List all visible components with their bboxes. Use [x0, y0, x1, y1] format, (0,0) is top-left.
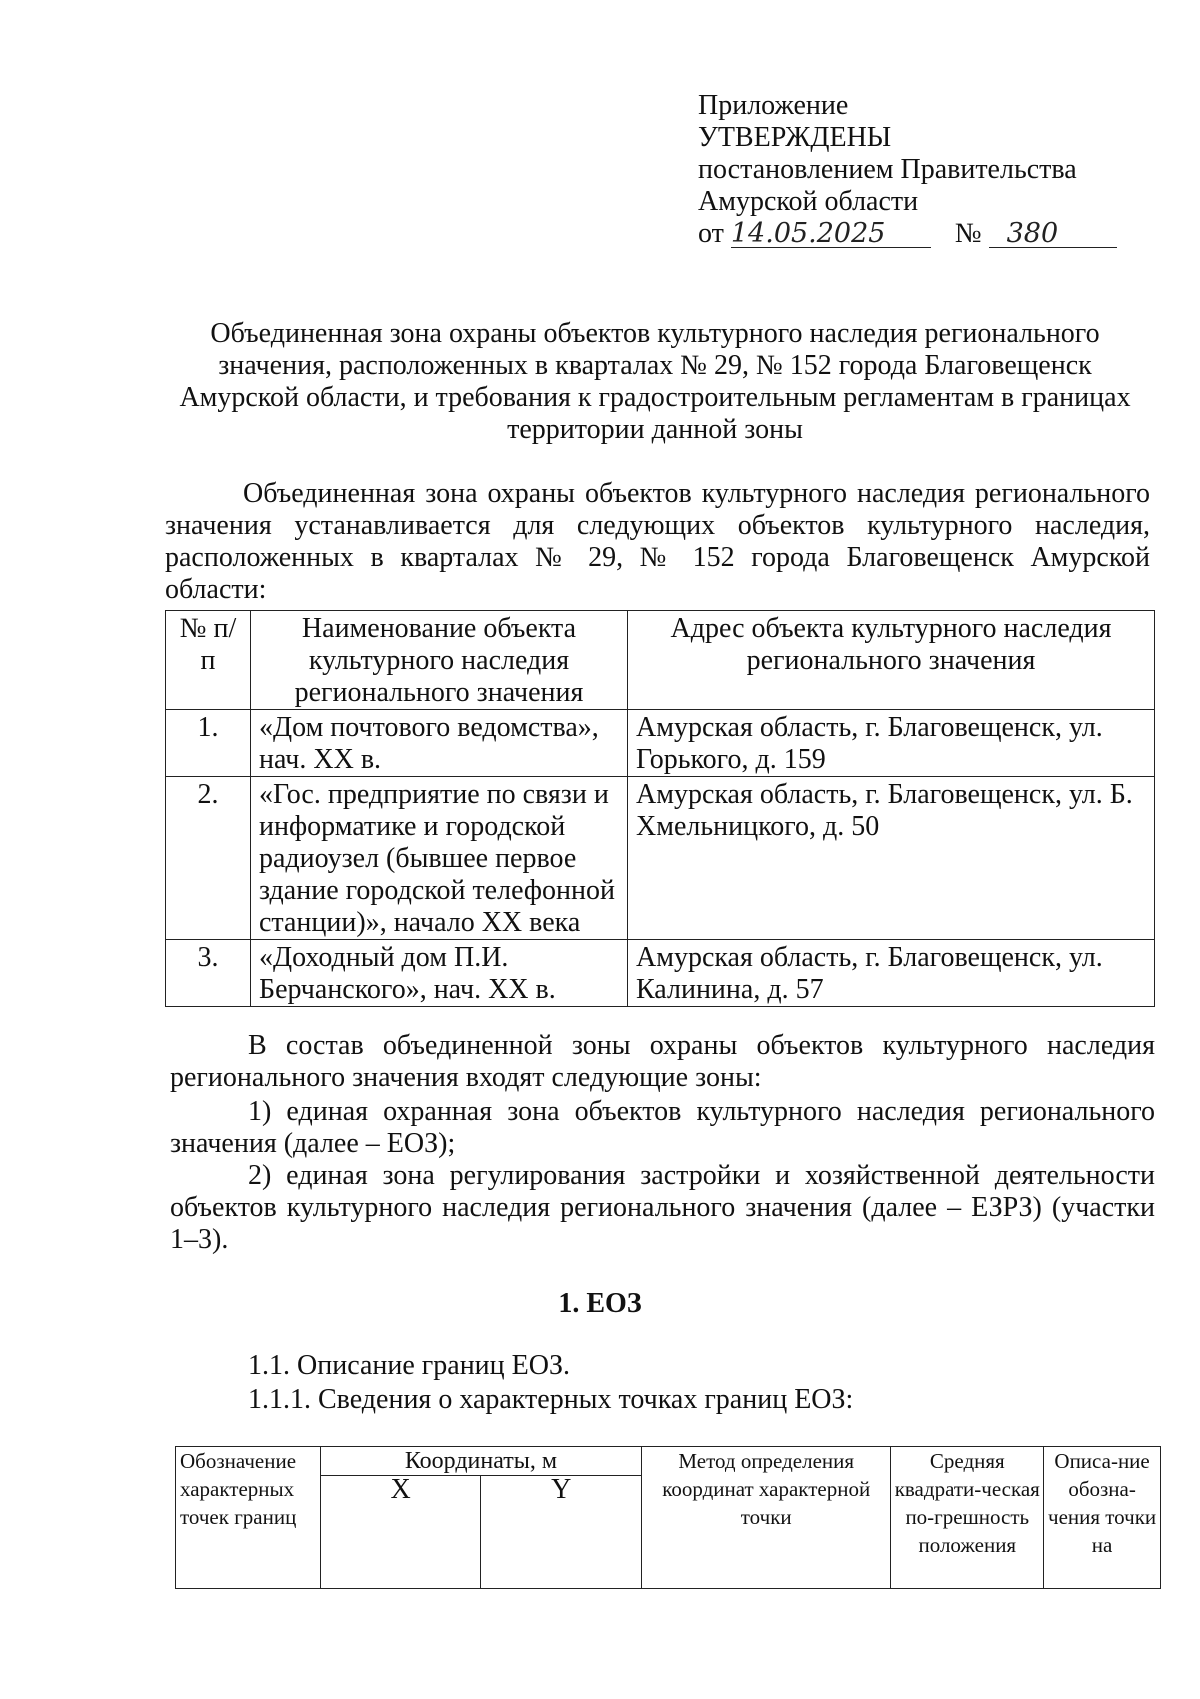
date-prefix: от — [698, 218, 724, 249]
header-address: Адрес объекта культурного наследия регионального значения — [628, 611, 1155, 710]
row-num: 1. — [166, 710, 251, 777]
intro-paragraph — [165, 478, 1150, 606]
composition-lead — [170, 1030, 1155, 1094]
number-prefix: № — [954, 218, 982, 249]
composition-item-1 — [170, 1096, 1155, 1160]
points-header-row — [176, 1447, 1161, 1476]
header-name: Наименование объекта культурного наследия регионального значения — [251, 611, 628, 710]
col-error: Средняя квадрати-ческая по-грешность положения — [891, 1447, 1044, 1589]
objects-table — [165, 610, 1155, 1007]
points-table — [175, 1446, 1161, 1589]
table-row — [166, 710, 1155, 777]
handwritten-number: 380 — [1006, 218, 1059, 249]
table-row — [166, 940, 1155, 1007]
col-x: X — [320, 1476, 481, 1589]
composition-item-1-text: 1) единая охранная зона объектов культурного наследия регионального значения (далее – ЕОЗ); — [170, 1096, 1155, 1159]
approval-date-line — [698, 218, 1117, 250]
intro-text: Объединенная зона охраны объектов культурного наследия регионального значения устанавливается для следующих объектов культурного наследия, расположенных в кварталах № 29, № 152 города Благовещенск Амурской области: — [165, 478, 1150, 605]
col-method: Метод определения координат характерной точки — [642, 1447, 891, 1589]
date-field — [730, 218, 931, 249]
approval-approved: УТВЕРЖДЕНЫ — [698, 122, 892, 153]
table-row — [166, 777, 1155, 940]
document-title: Объединенная зона охраны объектов культурного наследия регионального значения, расположенных в кварталах № 29, № 152 города Благовещенск Амурской области, и требования к градостроительным регламентам в границах территории данной зоны — [179, 318, 1131, 445]
row-name: «Дом почтового ведомства», нач. XX в. — [251, 710, 628, 777]
subsection-1-1-1: 1.1.1. Сведения о характерных точках границ ЕОЗ: — [248, 1384, 854, 1415]
col-coords: Координаты, м — [320, 1447, 641, 1476]
approval-by-resolution: постановлением Правительства — [698, 154, 1077, 185]
row-num: 2. — [166, 777, 251, 940]
row-name: «Гос. предприятие по связи и информатике и городской радиоузел (бывшее первое здание городской телефонной станции)», начало XX века — [251, 777, 628, 940]
row-address: Амурская область, г. Благовещенск, ул. Горького, д. 159 — [628, 710, 1155, 777]
row-name: «Доходный дом П.И. Берчанского», нач. XX в. — [251, 940, 628, 1007]
row-address: Амурская область, г. Благовещенск, ул. Калинина, д. 57 — [628, 940, 1155, 1007]
approval-appendix: Приложение — [698, 90, 849, 121]
approval-region: Амурской области — [698, 186, 919, 217]
section-heading: 1. ЕОЗ — [558, 1288, 642, 1319]
row-address: Амурская область, г. Благовещенск, ул. Б. Хмельницкого, д. 50 — [628, 777, 1155, 940]
objects-table-header — [166, 611, 1155, 710]
col-designation: Обозначение характерных точек границ — [176, 1447, 321, 1589]
header-num: № п/п — [166, 611, 251, 710]
composition-item-2-text: 2) единая зона регулирования застройки и хозяйственной деятельности объектов культурного наследия регионального значения (далее – ЕЗРЗ) (участки 1–3). — [170, 1160, 1155, 1255]
col-y: Y — [481, 1476, 642, 1589]
number-field — [989, 218, 1117, 249]
composition-lead-text: В состав объединенной зоны охраны объектов культурного наследия регионального значения входят следующие зоны: — [170, 1030, 1155, 1093]
handwritten-date: 14.05.2025 — [730, 218, 886, 249]
composition-item-2 — [170, 1160, 1155, 1256]
row-num: 3. — [166, 940, 251, 1007]
col-description: Описа-ние обозна-чения точки на — [1044, 1447, 1161, 1589]
subsection-1-1: 1.1. Описание границ ЕОЗ. — [248, 1350, 570, 1381]
approval-block — [698, 90, 1117, 250]
